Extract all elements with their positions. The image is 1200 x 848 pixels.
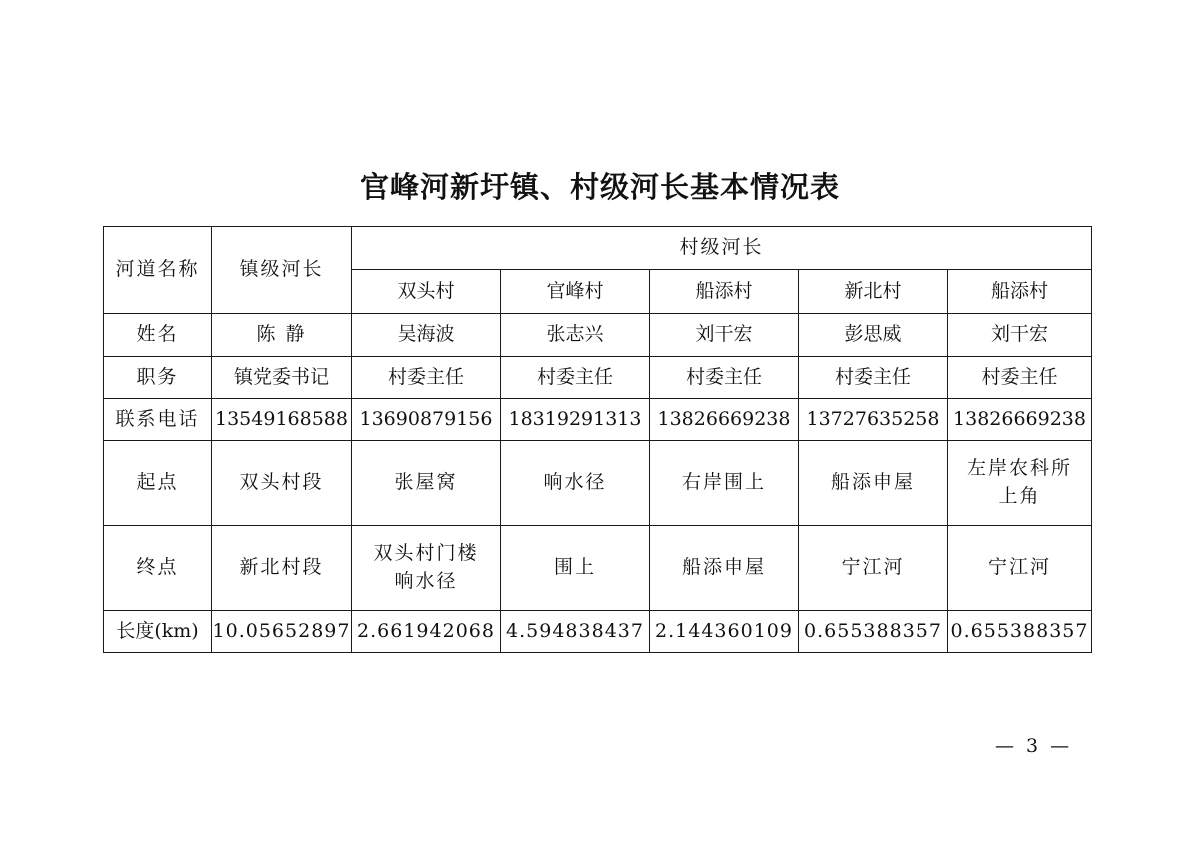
village-cell: 左岸农科所上角 [948,441,1092,526]
village-cell: 彭思威 [799,314,948,357]
town-cell: 镇党委书记 [212,357,352,399]
village-cell: 响水径 [501,441,650,526]
table-row-position [104,357,1092,399]
village-cell: 13690879156 [352,399,501,441]
table-row-phone [104,399,1092,441]
table-row-start [104,441,1092,526]
header-village-cell: 船添村 [948,270,1092,314]
table-row-length [104,611,1092,653]
row-label: 终点 [104,526,212,611]
village-cell: 13727635258 [799,399,948,441]
village-cell: 村委主任 [948,357,1092,399]
village-cell: 船添申屋 [799,441,948,526]
town-cell: 13549168588 [212,399,352,441]
village-cell: 13826669238 [650,399,799,441]
village-cell: 刘干宏 [650,314,799,357]
village-cell: 刘干宏 [948,314,1092,357]
town-cell: 双头村段 [212,441,352,526]
row-label: 长度(km) [104,611,212,653]
village-cell: 宁江河 [948,526,1092,611]
village-cell: 13826669238 [948,399,1092,441]
table-row-name [104,314,1092,357]
header-village-cell: 双头村 [352,270,501,314]
page-number: — 3 — [995,735,1073,757]
row-label: 姓名 [104,314,212,357]
row-label: 职务 [104,357,212,399]
header-village-cell: 新北村 [799,270,948,314]
page-title: 官峰河新圩镇、村级河长基本情况表 [359,170,840,204]
header-village-cell: 官峰村 [501,270,650,314]
village-cell: 0.655388357 [799,611,948,653]
village-cell: 双头村门楼响水径 [352,526,501,611]
village-cell: 围上 [501,526,650,611]
village-cell: 村委主任 [352,357,501,399]
village-cell: 张屋窝 [352,441,501,526]
village-cell: 4.594838437 [501,611,650,653]
row-label: 起点 [104,441,212,526]
header-river-name: 河道名称 [104,227,212,314]
village-cell: 船添申屋 [650,526,799,611]
village-cell: 宁江河 [799,526,948,611]
row-label: 联系电话 [104,399,212,441]
header-town-chief: 镇级河长 [212,227,352,314]
village-cell: 2.144360109 [650,611,799,653]
village-cell: 18319291313 [501,399,650,441]
village-cell: 村委主任 [501,357,650,399]
town-cell: 10.05652897 [212,611,352,653]
village-cell: 村委主任 [650,357,799,399]
village-cell: 2.661942068 [352,611,501,653]
table-row-end [104,526,1092,611]
village-cell: 村委主任 [799,357,948,399]
village-cell: 右岸围上 [650,441,799,526]
village-cell: 吴海波 [352,314,501,357]
village-cell: 张志兴 [501,314,650,357]
village-cell: 0.655388357 [948,611,1092,653]
header-village-chief: 村级河长 [352,227,1092,270]
table-header-row [104,227,1092,270]
town-cell: 陈 静 [212,314,352,357]
town-cell: 新北村段 [212,526,352,611]
river-chief-table [103,226,1092,653]
header-village-cell: 船添村 [650,270,799,314]
